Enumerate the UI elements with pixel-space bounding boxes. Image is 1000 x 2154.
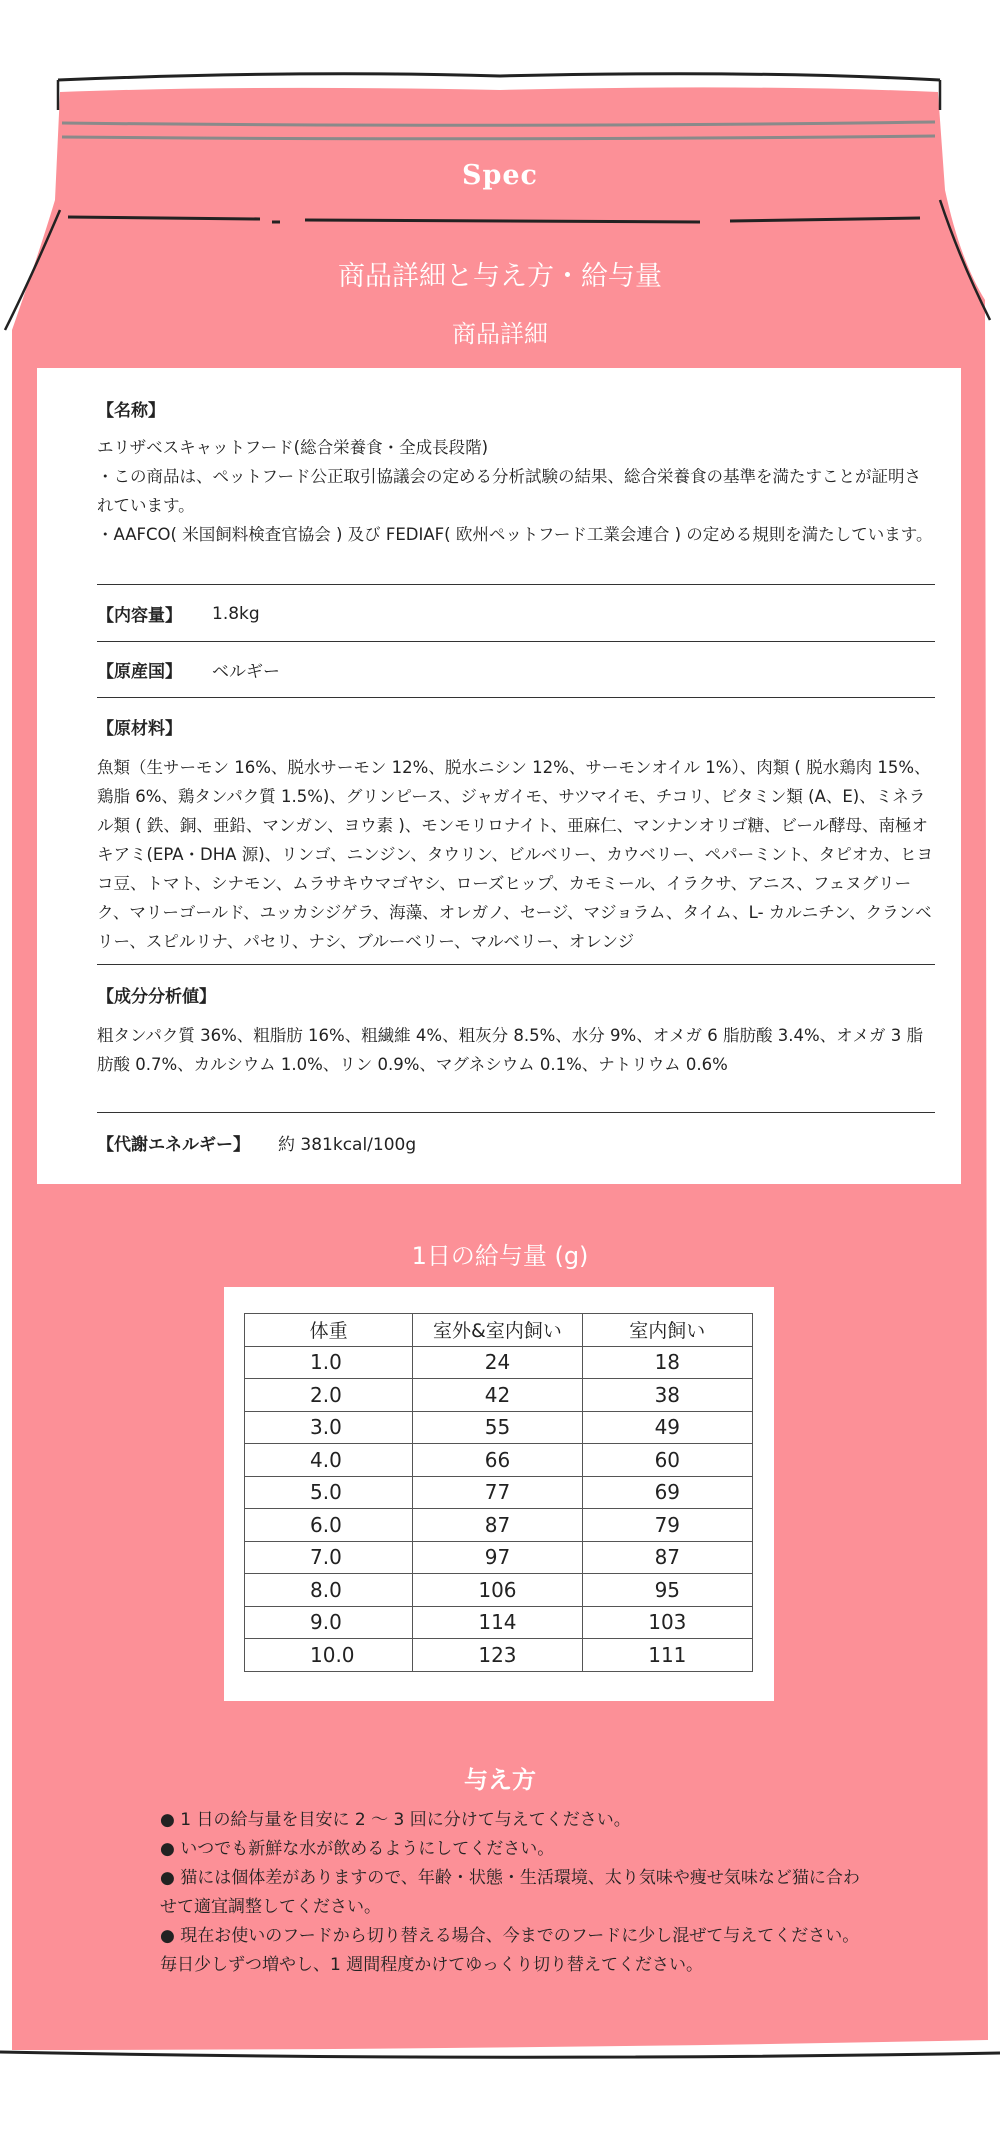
cell-weight: 10.0 — [245, 1639, 413, 1672]
column-header-outdoor-indoor: 室外&室内飼い — [413, 1314, 582, 1347]
cell-outdoor-indoor: 123 — [413, 1639, 582, 1672]
cell-weight: 3.0 — [245, 1411, 413, 1444]
cell-weight: 7.0 — [245, 1541, 413, 1574]
cell-outdoor-indoor: 66 — [413, 1444, 582, 1477]
howto-line: ● 猫には個体差がありますので、年齢・状態・生活環境、太り気味や痩せ気味など猫に合わせて適宜調整してください。 — [160, 1868, 860, 1917]
howto-line: ● いつでも新鮮な水が飲めるようにしてください。 — [160, 1839, 555, 1859]
energy-label: 【代謝エネルギー】 — [97, 1135, 250, 1155]
cell-outdoor-indoor: 42 — [413, 1379, 582, 1412]
name-line: ・AAFCO( 米国飼料検査官協会 ) 及び FEDIAF( 欧州ペットフード工業会連合 ) の定める規則を満たしています。 — [97, 525, 933, 544]
analysis-label: 【成分分析値】 — [97, 987, 216, 1007]
ingredients-value: 魚類（生サーモン 16%、脱水サーモン 12%、脱水ニシン 12%、サーモンオイル 1%）、肉類 ( 脱水鶏肉 15%、鶏脂 6%、鶏タンパク質 1.5%)、グリンピース、ジャガイモ、サツマイモ、チコリ、ビタミン類 (A、E)、ミネラル類 ( 鉄、銅、亜鉛、マンガン、ヨウ素 )、モンモリロナイト、亜麻仁、マンナンオリゴ糖、ビール酵母、南極オキアミ(EPA・DHA 源)、リンゴ、ニンジン、タウリン、ビルベリー、カウベリー、ペパーミント、タピオカ、ヒヨコ豆、トマト、シナモン、ムラサキウマゴヤシ、ローズヒップ、カモミール、イラクサ、アニス、フェヌグリーク、マリーゴールド、ユッカシジゲラ、海藻、オレガノ、セージ、マジョラム、タイム、L- カルニチン、クランベリー、スピルリナ、パセリ、ナシ、ブルーベリー、マルベリー、オレンジ — [97, 758, 934, 951]
spec-title: Spec — [462, 160, 538, 191]
bag-top-outline — [58, 74, 940, 80]
name-line: エリザベスキャットフード(総合栄養食・全成長段階) — [97, 438, 489, 457]
table-row — [245, 1574, 753, 1607]
details-heading: 商品詳細 — [452, 320, 548, 348]
table-row — [245, 1411, 753, 1444]
content-block — [97, 586, 935, 642]
cell-indoor: 38 — [582, 1379, 752, 1412]
cell-indoor: 111 — [582, 1639, 752, 1672]
cell-indoor: 49 — [582, 1411, 752, 1444]
analysis-block — [97, 982, 935, 1113]
cell-outdoor-indoor: 97 — [413, 1541, 582, 1574]
column-header-indoor: 室内飼い — [582, 1314, 752, 1347]
name-block — [97, 396, 935, 585]
howto-line: ● 現在お使いのフードから切り替える場合、今までのフードに少し混ぜて与えてください。毎日少しずつ増やし、1 週間程度かけてゆっくり切り替えてください。 — [160, 1926, 860, 1975]
cell-indoor: 18 — [582, 1346, 752, 1379]
content-value: 1.8kg — [212, 603, 260, 624]
table-row — [245, 1509, 753, 1542]
ingredients-block — [97, 714, 935, 965]
origin-block — [97, 642, 935, 698]
cell-weight: 1.0 — [245, 1346, 413, 1379]
cell-indoor: 87 — [582, 1541, 752, 1574]
feeding-table-body — [245, 1346, 753, 1671]
content-label: 【内容量】 — [97, 606, 182, 626]
cell-indoor: 60 — [582, 1444, 752, 1477]
cell-weight: 2.0 — [245, 1379, 413, 1412]
name-label: 【名称】 — [97, 401, 165, 421]
cell-weight: 8.0 — [245, 1574, 413, 1607]
cell-indoor: 95 — [582, 1574, 752, 1607]
cell-weight: 5.0 — [245, 1476, 413, 1509]
cell-outdoor-indoor: 55 — [413, 1411, 582, 1444]
cell-indoor: 103 — [582, 1606, 752, 1639]
table-row — [245, 1606, 753, 1639]
howto-heading: 与え方 — [464, 1766, 536, 1794]
origin-value: ベルギー — [212, 662, 280, 682]
cell-indoor: 79 — [582, 1509, 752, 1542]
howto-instructions — [160, 1806, 860, 1980]
section-heading: 商品詳細と与え方・給与量 — [338, 261, 662, 292]
energy-value: 約 381kcal/100g — [278, 1135, 417, 1155]
cell-indoor: 69 — [582, 1476, 752, 1509]
table-row — [245, 1639, 753, 1672]
table-row — [245, 1476, 753, 1509]
table-row — [245, 1379, 753, 1412]
table-header-row — [245, 1314, 753, 1347]
cell-outdoor-indoor: 114 — [413, 1606, 582, 1639]
table-row — [245, 1444, 753, 1477]
cell-weight: 6.0 — [245, 1509, 413, 1542]
cell-outdoor-indoor: 87 — [413, 1509, 582, 1542]
cell-outdoor-indoor: 24 — [413, 1346, 582, 1379]
cell-weight: 9.0 — [245, 1606, 413, 1639]
details-card — [37, 368, 961, 1184]
cell-outdoor-indoor: 106 — [413, 1574, 582, 1607]
energy-block — [97, 1120, 935, 1165]
table-row — [245, 1541, 753, 1574]
table-row — [245, 1346, 753, 1379]
column-header-weight: 体重 — [245, 1314, 413, 1347]
ingredients-label: 【原材料】 — [97, 719, 182, 739]
bag-bottom-outline — [0, 2052, 1000, 2057]
name-line: ・この商品は、ペットフード公正取引協議会の定める分析試験の結果、総合栄養食の基準を満たすことが証明されています。 — [97, 467, 922, 515]
analysis-value: 粗タンパク質 36%、粗脂肪 16%、粗繊維 4%、粗灰分 8.5%、水分 9%、オメガ 6 脂肪酸 3.4%、オメガ 3 脂肪酸 0.7%、カルシウム 1.0%、リン 0.9%、マグネシウム 0.1%、ナトリウム 0.6% — [97, 1026, 923, 1074]
name-description — [97, 433, 935, 549]
howto-line: ● 1 日の給与量を目安に 2 ～ 3 回に分けて与えてください。 — [160, 1810, 631, 1830]
feeding-table — [244, 1313, 753, 1672]
cell-outdoor-indoor: 77 — [413, 1476, 582, 1509]
feeding-heading: 1日の給与量 (g) — [411, 1242, 589, 1270]
cell-weight: 4.0 — [245, 1444, 413, 1477]
origin-label: 【原産国】 — [97, 662, 182, 682]
